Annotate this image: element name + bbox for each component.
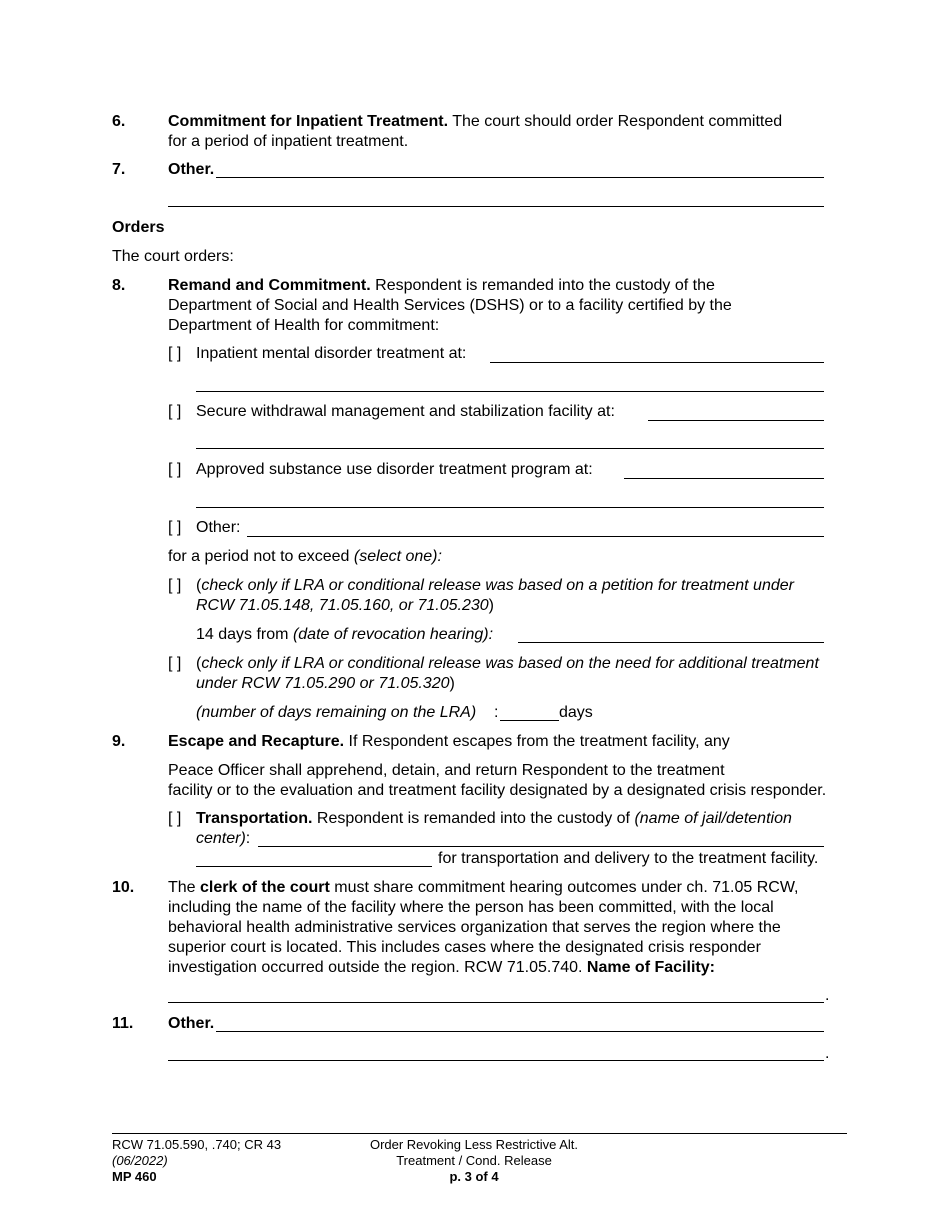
section-6-number: 6. bbox=[112, 113, 126, 130]
transportation-end-text: for transportation and delivery to the treatment facility. bbox=[438, 850, 819, 867]
section-7-number: 7. bbox=[112, 161, 126, 178]
withdrawal-line-2[interactable] bbox=[196, 448, 824, 449]
section-10-number: 10. bbox=[112, 879, 135, 896]
checkbox-transportation[interactable]: [ ] bbox=[168, 810, 182, 827]
section-8-number: 8. bbox=[112, 277, 126, 294]
jail-name-line-1[interactable] bbox=[258, 846, 824, 847]
option-substance-label: Approved substance use disorder treatment program at: bbox=[196, 461, 593, 478]
section-11-number: 11. bbox=[112, 1015, 134, 1032]
section-9-text: Escape and Recapture. If Respondent escapes from the treatment facility, any bbox=[168, 733, 730, 750]
section-6-text: Commitment for Inpatient Treatment. The court should order Respondent committed for a period of inpatient treatment. bbox=[168, 113, 783, 150]
withdrawal-line-1[interactable] bbox=[648, 420, 824, 421]
option-withdrawal-label: Secure withdrawal management and stabilization facility at: bbox=[196, 403, 615, 420]
inpatient-line-2[interactable] bbox=[196, 391, 824, 392]
section-7-line-2[interactable] bbox=[168, 206, 824, 207]
name-of-facility-label: Name of Facility: bbox=[586, 959, 715, 976]
other-line[interactable] bbox=[247, 536, 824, 537]
checkbox-substance[interactable]: [ ] bbox=[168, 461, 182, 478]
section-11-line-2[interactable] bbox=[168, 1060, 824, 1061]
section-11-line-1[interactable] bbox=[216, 1031, 824, 1032]
checkbox-withdrawal[interactable]: [ ] bbox=[168, 403, 182, 420]
footer-divider bbox=[112, 1133, 847, 1134]
option-other-label: Other: bbox=[196, 519, 241, 536]
days-unit: days bbox=[559, 704, 593, 721]
inpatient-line-1[interactable] bbox=[490, 362, 824, 363]
footer-title-1: Order Revoking Less Restrictive Alt. bbox=[369, 1137, 579, 1152]
section-8-title: Remand and Commitment. bbox=[168, 277, 371, 294]
section-7-line-1[interactable] bbox=[216, 177, 824, 178]
option-inpatient-label: Inpatient mental disorder treatment at: bbox=[196, 345, 467, 362]
days-remaining-line[interactable] bbox=[500, 720, 559, 721]
transportation-text: Transportation. Respondent is remanded into the custody of (name of jail/detention bbox=[196, 810, 792, 827]
footer-rcw: RCW 71.05.590, .740; CR 43 bbox=[112, 1137, 282, 1152]
orders-intro: The court orders: bbox=[112, 248, 234, 265]
section-11-title: Other. bbox=[168, 1015, 215, 1032]
checkbox-additional[interactable]: [ ] bbox=[168, 655, 182, 672]
days-remaining-label: (number of days remaining on the LRA) bbox=[196, 704, 477, 721]
substance-line-2[interactable] bbox=[196, 507, 824, 508]
section-8-text: Remand and Commitment. Respondent is remanded into the custody of the Department of Social and Health Services (DSHS) or to a facility certified by the Department of Health for commitment: bbox=[168, 277, 732, 334]
petition-option-text: (check only if LRA or conditional release was based on a petition for treatment under RCW 71.05.148, 71.05.160, or 71.05.230) bbox=[196, 577, 794, 614]
jail-name-line-2[interactable] bbox=[196, 866, 432, 867]
checkbox-inpatient[interactable]: [ ] bbox=[168, 345, 182, 362]
checkbox-other[interactable]: [ ] bbox=[168, 519, 182, 536]
footer-date: (06/2022) bbox=[112, 1153, 168, 1168]
fourteen-days-text: 14 days from (date of revocation hearing): bbox=[196, 626, 494, 643]
section-6-title: Commitment for Inpatient Treatment. bbox=[168, 113, 449, 130]
transportation-title: Transportation. bbox=[196, 810, 313, 827]
additional-option-text: (check only if LRA or conditional release was based on the need for additional treatment under RCW 71.05.290 or 71.05.320) bbox=[196, 655, 819, 692]
footer-form-number: MP 460 bbox=[112, 1169, 157, 1184]
section-9-number: 9. bbox=[112, 733, 126, 750]
facility-name-line[interactable] bbox=[168, 1002, 824, 1003]
section-10-text: The clerk of the court must share commitment hearing outcomes under ch. 71.05 RCW, including the name of the facility where the person has been committed, with the local behavioral health administrative services organization that serves the region where the superior court is located. This includes cases where the designated crisis responder investigation occurred outside the region. RCW 71.05.740. Name of Facility: bbox=[168, 879, 799, 976]
footer-title-2: Treatment / Cond. Release bbox=[396, 1153, 552, 1168]
clerk-of-court: clerk of the court bbox=[200, 879, 330, 896]
section-9-title: Escape and Recapture. bbox=[168, 733, 345, 750]
checkbox-petition[interactable]: [ ] bbox=[168, 577, 182, 594]
section-7-title: Other. bbox=[168, 161, 215, 178]
substance-line-1[interactable] bbox=[624, 478, 824, 479]
revocation-date-line[interactable] bbox=[518, 642, 824, 643]
period-text: for a period not to exceed (select one): bbox=[168, 548, 442, 565]
orders-heading: Orders bbox=[112, 219, 165, 236]
section-9-paragraph: Peace Officer shall apprehend, detain, and return Respondent to the treatment facility or to the evaluation and treatment facility designated by a designated crisis responder. bbox=[168, 762, 827, 799]
footer-page-number: p. 3 of 4 bbox=[449, 1169, 499, 1184]
